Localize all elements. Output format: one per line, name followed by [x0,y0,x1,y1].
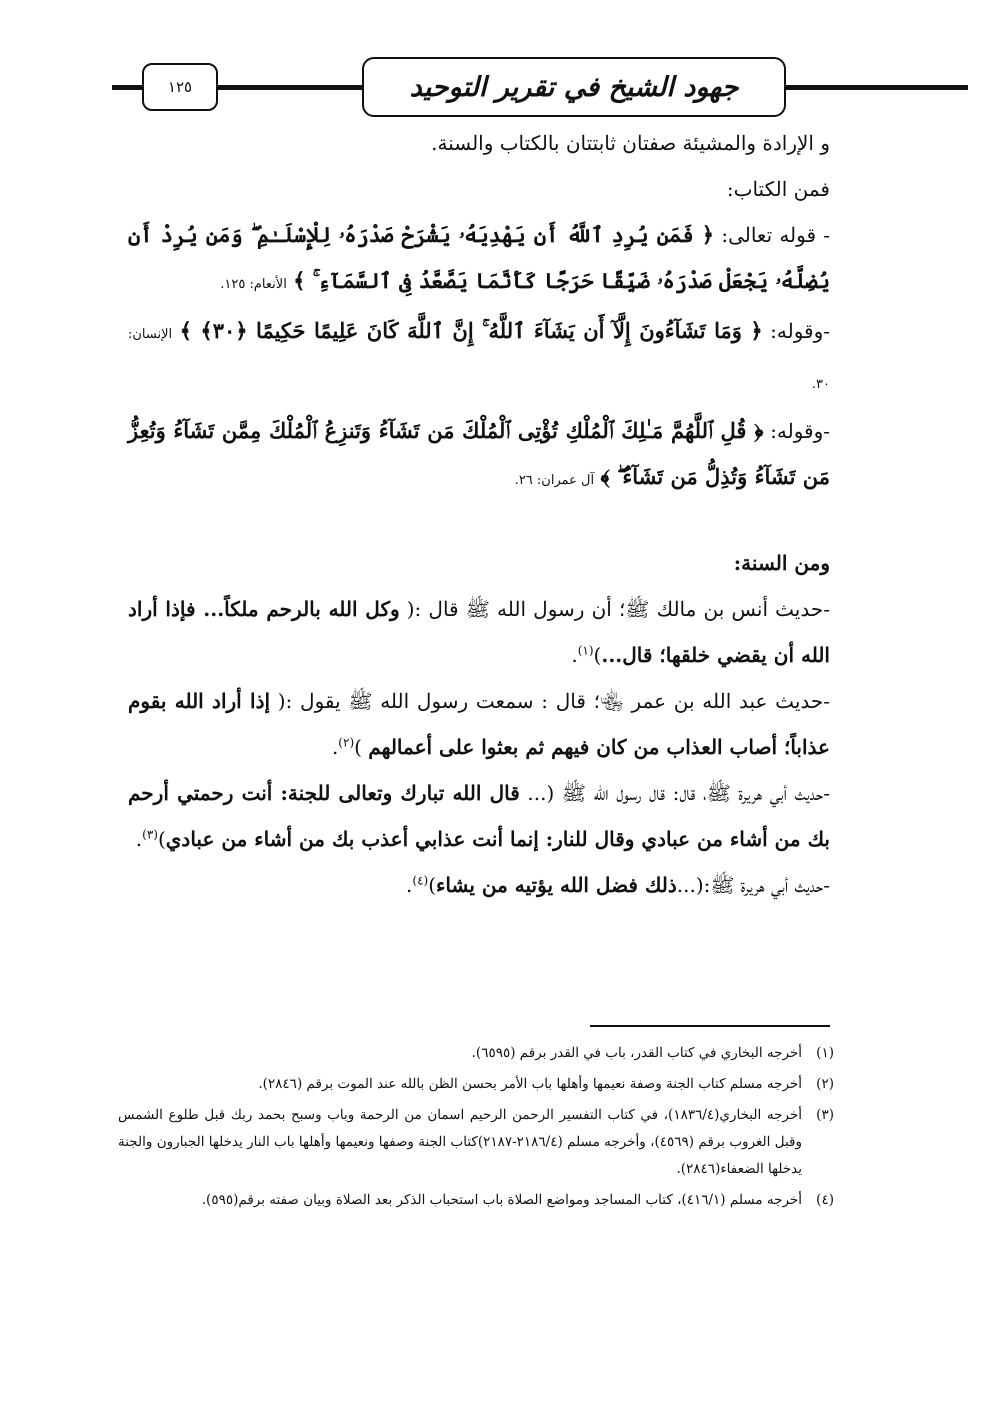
footnote-text: أخرجه مسلم (٤١٦/١)، كتاب المساجد ومواضع الصلاة باب استحباب الذكر بعد الصلاة وبيان صفته برقم(٥٩٥). [201,1192,802,1208]
footnote-2 [118,1071,834,1098]
verse-2-text: ﴿ وَمَا تَشَآءُونَ إِلَّآ أَن يَشَآءَ ٱللَّهُ ۚ إِنَّ ٱللَّهَ كَانَ عَلِيمًا حَكِيمًا ﴿٣٠﴾ ﴾ [179,318,763,343]
book-heading: فمن الكتاب: [726,177,830,201]
page-number [142,63,218,111]
sunnah-heading: ومن السنة: [733,551,830,575]
hadith-4-text: ذلك فضل الله يؤتيه من يشاء [436,873,677,897]
footnote-number: (٢) [816,1076,834,1092]
verse-2-ref: الإنسان: ٣٠. [128,327,830,392]
intro-paragraph: و الإرادة والمشيئة صفتان ثابتتان بالكتاب والسنة. [431,131,830,155]
hadith-4-intro: -حديث أبي هريرة ﷺ:(... [676,873,830,897]
hadith-1: -حديث أنس بن مالك ﷺ؛ أن رسول الله ﷺ قال :( وكل الله بالرحم ملكاً... فإذا أراد الله أن يقضي خلقها؛ قال...)$^{(١)}$. [128,597,830,667]
hadith-1-text: وكل الله بالرحم ملكاً... فإذا أراد الله أن يقضي خلقها؛ قال... [128,597,830,667]
section-gap [128,504,830,540]
verse-3 [128,408,830,504]
hadith-2-intro: -حديث عبد الله بن عمر ﵄؛ قال : سمعت رسول الله ﷺ يقول :( [270,689,831,713]
verse-1-text: ﴿ فَمَن يُرِدِ ٱللَّهُ أَن يَهْدِيَهُۥ يَشْرَحْ صَدْرَهُۥ لِلْإِسْلَـٰمِ ۖ وَمَن يُرِدْ أَن يُضِلَّهُۥ يَجْعَلْ صَدْرَهُۥ ضَيِّقًا حَرَجًا كَأَنَّمَا يَصَّعَّدُ فِى ٱلسَّمَآءِ ۚ ﴾ [128,222,830,293]
running-title-text: جهود الشيخ في تقرير التوحيد [409,71,739,103]
hadith-2-close: ) [354,735,369,759]
footnote-text: أخرجه مسلم كتاب الجنة وصفة نعيمها وأهلها باب الأمر بحسن الظن بالله عند الموت برقم (٢٨٤٦). [258,1076,802,1092]
hadith-4-close: ) [428,873,437,897]
hadith-2-text: إذا أراد الله بقوم عذاباً؛ أصاب العذاب من كان فيهم ثم بعثوا على أعمالهم [128,689,830,759]
footnote-number: (٤) [816,1192,834,1208]
hadith-1-intro: -حديث أنس بن مالك ﷺ؛ أن رسول الله ﷺ قال :( [399,597,830,621]
page-number-text: ١٢٥ [167,78,193,96]
footnote-1 [118,1040,834,1067]
footnote-number: (٣) [816,1107,834,1123]
footnote-ref-2[interactable]: (٢) [338,735,355,750]
verse-1-ref: الأنعام: ١٢٥. [220,277,287,292]
running-title [362,57,786,117]
footnote-rule [590,1025,830,1027]
verse-2-lead: -وقوله: [770,319,831,343]
footnote-ref-1[interactable]: (١) [577,643,594,658]
verse-2 [128,308,830,408]
footnote-ref-4[interactable]: (٤) [412,873,429,888]
verse-3-lead: -وقوله: [770,419,831,443]
hadith-3-text: قال الله تبارك وتعالى للجنة: أنت رحمتي أرحم بك من أشاء من عبادي وقال للنار: إنما أنت عذابي أعذب بك من أشاء من عبادي [128,781,830,851]
hadith-2: -حديث عبد الله بن عمر ﵄؛ قال : سمعت رسول الله ﷺ يقول :( إذا أراد الله بقوم عذاباً؛ أصاب العذاب من كان فيهم ثم بعثوا على أعمالهم )$^{(٢)}$. [128,689,831,759]
footnote-3 [118,1102,834,1183]
footnotes [118,1040,834,1218]
verse-1-lead: - قوله تعالى: [721,223,830,247]
verse-3-ref: آل عمران: ٢٦. [514,473,595,488]
verse-1 [128,212,830,308]
hadith-3-close: ) [157,827,166,851]
hadith-3: -حديث أبي هريرة ﷺ، قال: قال رسول الله ﷺ (... قال الله تبارك وتعالى للجنة: أنت رحمتي أرحم بك من أشاء من عبادي وقال للنار: إنما أنت عذابي أعذب بك من أشاء من عبادي)$^{(٣)}$. [128,781,830,851]
footnote-text: أخرجه البخاري في كتاب القدر، باب في القدر برقم (٦٥٩٥). [471,1045,802,1061]
hadith-4: -حديث أبي هريرة ﷺ:(...ذلك فضل الله يؤتيه من يشاء)$^{(٤)}$. [406,873,830,897]
footnote-number: (١) [816,1045,834,1061]
footnote-4 [118,1187,834,1214]
hadith-3-intro: -حديث أبي هريرة ﷺ، قال: قال رسول الله ﷺ (... [519,781,830,805]
main-text [128,120,830,908]
hadith-1-close: ) [593,643,602,667]
verse-3-text: ﴿ قُلِ ٱللَّهُمَّ مَـٰلِكَ ٱلْمُلْكِ تُؤْتِى ٱلْمُلْكَ مَن تَشَآءُ وَتَنزِعُ ٱلْمُلْكَ مِمَّن تَشَآءُ وَتُعِزُّ مَن تَشَآءُ وَتُذِلُّ مَن تَشَآءُ ۖ ﴾ [128,418,830,489]
footnote-text: أخرجه البخاري(١٨٣٦/٤)، في كتاب التفسير الرحمن الرحيم اسمان من الرحمة وباب وسبح بحمد ربك قبل طلوع الشمس وقبل الغروب برقم (٤٥٦٩)، وأخرجه مسلم (٢١٨٦/٤-٢١٨٧)كتاب الجنة وصفها ونعيمها وأهلها باب النار يدخلها الجبارون والجنة يدخلها الضعفاء(٢٨٤٦). [118,1107,802,1177]
footnote-ref-3[interactable]: (٣) [142,827,158,842]
